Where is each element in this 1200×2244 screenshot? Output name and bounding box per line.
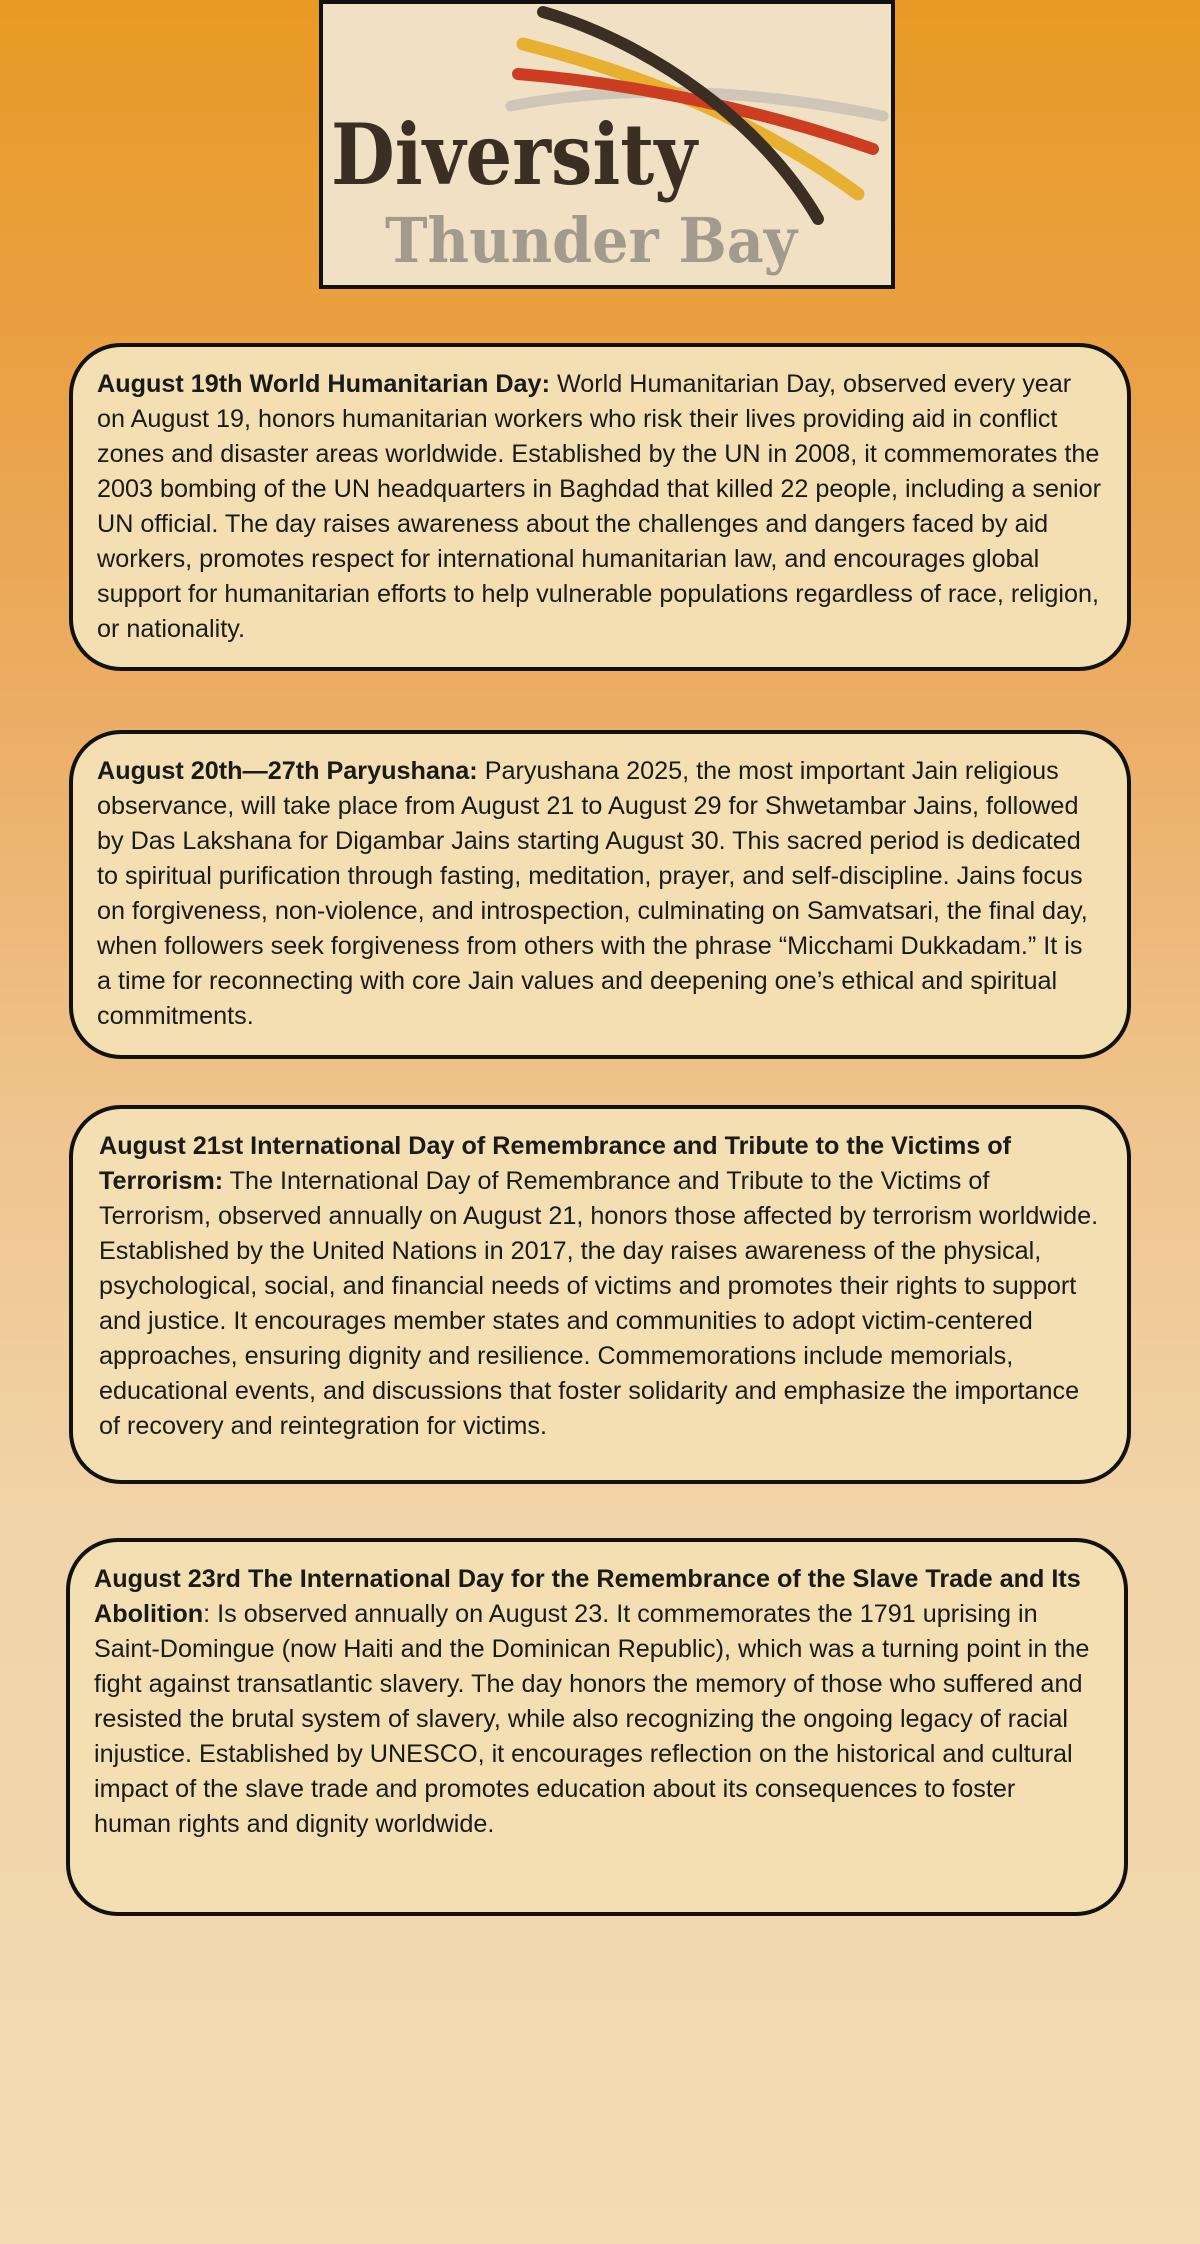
event-title: August 19th World Humanitarian Day: — [97, 370, 550, 398]
event-card-slave-trade-remembrance — [66, 1538, 1128, 1916]
logo-graphic — [323, 4, 891, 285]
logo-word-diversity: Diversity — [331, 105, 699, 204]
event-title: August 23rd The International Day for the Remembrance of the Slave Trade and Its Abolition — [94, 1565, 1081, 1628]
event-body: : Is observed annually on August 23. It commemorates the 1791 uprising in Saint-Domingue (now Haiti and the Dominican Republic), which was a turning point in the fight against transatlantic slavery. The day honors the memory of those who suffered and resisted the brutal system of slavery, while also recognizing the ongoing legacy of racial injustice. Established by UNESCO, it encourages reflection on the historical and cultural impact of the slave trade and promotes education about its consequences to foster human rights and dignity worldwide. — [94, 1600, 1090, 1838]
event-card-world-humanitarian-day — [69, 343, 1131, 671]
event-card-victims-of-terrorism — [69, 1105, 1131, 1484]
event-body: The International Day of Remembrance and Tribute to the Victims of Terrorism, observed annually on August 21, honors those affected by terrorism worldwide. Established by the United Nations in 2017, the day raises awareness of the physical, psychological, social, and financial needs of victims and promotes their rights to support and justice. It encourages member states and communities to adopt victim-centered approaches, ensuring dignity and resilience. Commemorations include memorials, educational events, and discussions that foster solidarity and emphasize the importance of recovery and reintegration for victims. — [99, 1167, 1099, 1440]
diversity-thunder-bay-logo — [319, 0, 895, 289]
event-title: August 21st International Day of Remembrance and Tribute to the Victims of Terrorism: — [99, 1132, 1012, 1195]
event-card-paryushana — [69, 730, 1131, 1059]
event-title: August 20th—27th Paryushana: — [97, 757, 478, 785]
logo-word-thunder-bay: Thunder Bay — [385, 204, 799, 277]
event-body: Paryushana 2025, the most important Jain religious observance, will take place from August 21 to August 29 for Shwetambar Jains, followed by Das Lakshana for Digambar Jains starting August 30. This sacred period is dedicated to spiritual purification through fasting, meditation, prayer, and self-discipline. Jains focus on forgiveness, non-violence, and introspection, culminating on Samvatsari, the final day, when followers seek forgiveness from others with the phrase “Micchami Dukkadam.” It is a time for reconnecting with core Jain values and deepening one’s ethical and spiritual commitments. — [97, 757, 1088, 1030]
event-body: World Humanitarian Day, observed every year on August 19, honors humanitarian workers who risk their lives providing aid in conflict zones and disaster areas worldwide. Established by the UN in 2008, it commemorates the 2003 bombing of the UN headquarters in Baghdad that killed 22 people, including a senior UN official. The day raises awareness about the challenges and dangers faced by aid workers, promotes respect for international humanitarian law, and encourages global support for humanitarian efforts to help vulnerable populations regardless of race, religion, or nationality. — [97, 370, 1101, 643]
